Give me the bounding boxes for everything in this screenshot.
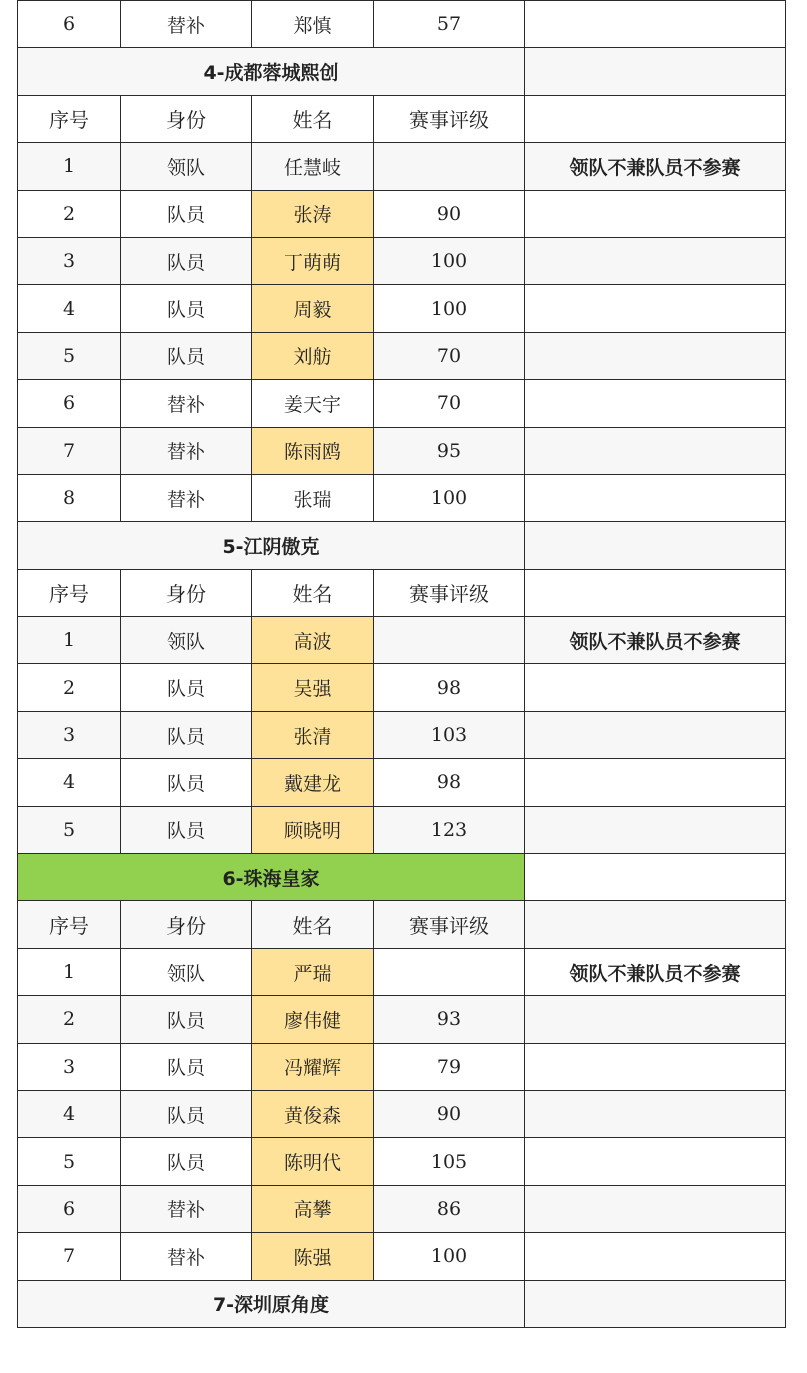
cell-rating[interactable]: 123 bbox=[374, 806, 525, 853]
cell-name[interactable]: 张瑞 bbox=[252, 474, 374, 521]
cell-note[interactable] bbox=[525, 901, 786, 948]
cell-no[interactable]: 3 bbox=[18, 711, 121, 758]
cell-note[interactable] bbox=[525, 474, 786, 521]
table-row bbox=[18, 617, 786, 664]
cell-name[interactable]: 冯耀辉 bbox=[252, 1043, 374, 1090]
cell-no[interactable]: 2 bbox=[18, 190, 121, 237]
cell-role[interactable]: 队员 bbox=[121, 1090, 252, 1137]
cell-name[interactable]: 任慧岐 bbox=[252, 143, 374, 190]
cell-note[interactable]: 领队不兼队员不参赛 bbox=[525, 948, 786, 995]
cell-role[interactable]: 队员 bbox=[121, 1138, 252, 1185]
cell-note[interactable] bbox=[525, 1138, 786, 1185]
cell-role[interactable]: 队员 bbox=[121, 190, 252, 237]
roster-table bbox=[17, 0, 786, 1328]
cell-rating[interactable] bbox=[374, 143, 525, 190]
cell-note[interactable] bbox=[525, 759, 786, 806]
header-rating[interactable]: 赛事评级 bbox=[374, 95, 525, 142]
cell-note[interactable] bbox=[525, 996, 786, 1043]
table-row bbox=[18, 285, 786, 332]
table-row bbox=[18, 190, 786, 237]
cell-name[interactable]: 黄俊森 bbox=[252, 1090, 374, 1137]
cell-rating[interactable]: 100 bbox=[374, 285, 525, 332]
table-row bbox=[18, 711, 786, 758]
cell-name[interactable]: 吴强 bbox=[252, 664, 374, 711]
cell-no[interactable]: 2 bbox=[18, 996, 121, 1043]
table-row bbox=[18, 1185, 786, 1232]
cell-rating[interactable]: 100 bbox=[374, 474, 525, 521]
team-title-row bbox=[18, 522, 786, 569]
cell-note[interactable]: 领队不兼队员不参赛 bbox=[525, 617, 786, 664]
cell-name[interactable]: 陈雨鸥 bbox=[252, 427, 374, 474]
cell-note[interactable] bbox=[525, 522, 786, 569]
cell-role[interactable]: 队员 bbox=[121, 711, 252, 758]
cell-role[interactable]: 替补 bbox=[121, 1185, 252, 1232]
cell-name[interactable]: 郑慎 bbox=[252, 1, 374, 48]
cell-role[interactable]: 队员 bbox=[121, 759, 252, 806]
team-title-row bbox=[18, 1280, 786, 1327]
header-row bbox=[18, 569, 786, 616]
cell-note[interactable] bbox=[525, 1233, 786, 1280]
cell-role[interactable]: 队员 bbox=[121, 285, 252, 332]
table-row bbox=[18, 1233, 786, 1280]
cell-name[interactable]: 张清 bbox=[252, 711, 374, 758]
cell-no[interactable]: 3 bbox=[18, 237, 121, 284]
cell-role[interactable]: 队员 bbox=[121, 332, 252, 379]
cell-rating[interactable]: 95 bbox=[374, 427, 525, 474]
cell-no[interactable]: 5 bbox=[18, 806, 121, 853]
cell-name[interactable]: 张涛 bbox=[252, 190, 374, 237]
cell-rating[interactable] bbox=[374, 948, 525, 995]
header-role[interactable]: 身份 bbox=[121, 901, 252, 948]
cell-role[interactable]: 替补 bbox=[121, 1, 252, 48]
cell-rating[interactable]: 90 bbox=[374, 190, 525, 237]
table-row bbox=[18, 237, 786, 284]
cell-rating[interactable]: 98 bbox=[374, 759, 525, 806]
cell-rating[interactable]: 70 bbox=[374, 380, 525, 427]
table-row bbox=[18, 332, 786, 379]
cell-rating[interactable]: 105 bbox=[374, 1138, 525, 1185]
cell-no[interactable]: 4 bbox=[18, 1090, 121, 1137]
cell-no[interactable]: 1 bbox=[18, 948, 121, 995]
cell-note[interactable] bbox=[525, 1090, 786, 1137]
header-name[interactable]: 姓名 bbox=[252, 569, 374, 616]
header-row bbox=[18, 95, 786, 142]
cell-no[interactable]: 3 bbox=[18, 1043, 121, 1090]
cell-no[interactable]: 1 bbox=[18, 143, 121, 190]
cell-role[interactable]: 领队 bbox=[121, 143, 252, 190]
cell-rating[interactable] bbox=[374, 617, 525, 664]
cell-note[interactable] bbox=[525, 190, 786, 237]
table-row bbox=[18, 1043, 786, 1090]
cell-note[interactable] bbox=[525, 711, 786, 758]
header-name[interactable]: 姓名 bbox=[252, 901, 374, 948]
team-title[interactable]: 6-珠海皇家 bbox=[18, 854, 525, 901]
header-rating[interactable]: 赛事评级 bbox=[374, 901, 525, 948]
cell-rating[interactable]: 100 bbox=[374, 1233, 525, 1280]
cell-rating[interactable]: 86 bbox=[374, 1185, 525, 1232]
header-role[interactable]: 身份 bbox=[121, 569, 252, 616]
cell-note[interactable] bbox=[525, 285, 786, 332]
cell-role[interactable]: 领队 bbox=[121, 948, 252, 995]
cell-name[interactable]: 顾晓明 bbox=[252, 806, 374, 853]
cell-role[interactable]: 队员 bbox=[121, 664, 252, 711]
cell-name[interactable]: 丁萌萌 bbox=[252, 237, 374, 284]
cell-rating[interactable]: 57 bbox=[374, 1, 525, 48]
cell-no[interactable]: 4 bbox=[18, 285, 121, 332]
cell-role[interactable]: 队员 bbox=[121, 1043, 252, 1090]
cell-note[interactable] bbox=[525, 332, 786, 379]
cell-no[interactable]: 8 bbox=[18, 474, 121, 521]
cell-rating[interactable]: 90 bbox=[374, 1090, 525, 1137]
cell-name[interactable]: 陈明代 bbox=[252, 1138, 374, 1185]
cell-name[interactable]: 陈强 bbox=[252, 1233, 374, 1280]
team-title[interactable]: 4-成都蓉城熙创 bbox=[18, 48, 525, 95]
cell-no[interactable]: 7 bbox=[18, 1233, 121, 1280]
header-name[interactable]: 姓名 bbox=[252, 95, 374, 142]
cell-name[interactable]: 姜天宇 bbox=[252, 380, 374, 427]
cell-name[interactable]: 周毅 bbox=[252, 285, 374, 332]
cell-rating[interactable]: 98 bbox=[374, 664, 525, 711]
table-row bbox=[18, 1138, 786, 1185]
team-title-row bbox=[18, 854, 786, 901]
cell-role[interactable]: 领队 bbox=[121, 617, 252, 664]
cell-no[interactable]: 1 bbox=[18, 617, 121, 664]
cell-no[interactable]: 4 bbox=[18, 759, 121, 806]
table-row bbox=[18, 1, 786, 48]
table-row bbox=[18, 427, 786, 474]
table-row bbox=[18, 664, 786, 711]
cell-note[interactable]: 领队不兼队员不参赛 bbox=[525, 143, 786, 190]
cell-note[interactable] bbox=[525, 569, 786, 616]
cell-note[interactable] bbox=[525, 664, 786, 711]
cell-name[interactable]: 高波 bbox=[252, 617, 374, 664]
cell-role[interactable]: 替补 bbox=[121, 380, 252, 427]
team-title-row bbox=[18, 48, 786, 95]
cell-rating[interactable]: 100 bbox=[374, 237, 525, 284]
cell-no[interactable]: 6 bbox=[18, 1185, 121, 1232]
cell-note[interactable] bbox=[525, 1043, 786, 1090]
cell-role[interactable]: 队员 bbox=[121, 806, 252, 853]
cell-rating[interactable]: 70 bbox=[374, 332, 525, 379]
cell-no[interactable]: 5 bbox=[18, 332, 121, 379]
cell-note[interactable] bbox=[525, 1280, 786, 1327]
team-title[interactable]: 7-深圳原角度 bbox=[18, 1280, 525, 1327]
table-row bbox=[18, 380, 786, 427]
cell-no[interactable]: 6 bbox=[18, 380, 121, 427]
cell-note[interactable] bbox=[525, 1, 786, 48]
header-no[interactable]: 序号 bbox=[18, 569, 121, 616]
team-title[interactable]: 5-江阴傲克 bbox=[18, 522, 525, 569]
cell-no[interactable]: 6 bbox=[18, 1, 121, 48]
cell-name[interactable]: 严瑞 bbox=[252, 948, 374, 995]
table-row bbox=[18, 806, 786, 853]
cell-rating[interactable]: 79 bbox=[374, 1043, 525, 1090]
cell-role[interactable]: 队员 bbox=[121, 237, 252, 284]
cell-role[interactable]: 替补 bbox=[121, 1233, 252, 1280]
table-row bbox=[18, 759, 786, 806]
cell-no[interactable]: 2 bbox=[18, 664, 121, 711]
cell-rating[interactable]: 103 bbox=[374, 711, 525, 758]
cell-note[interactable] bbox=[525, 48, 786, 95]
cell-no[interactable]: 7 bbox=[18, 427, 121, 474]
cell-note[interactable] bbox=[525, 95, 786, 142]
header-no[interactable]: 序号 bbox=[18, 901, 121, 948]
table-row bbox=[18, 143, 786, 190]
cell-rating[interactable]: 93 bbox=[374, 996, 525, 1043]
cell-note[interactable] bbox=[525, 1185, 786, 1232]
cell-name[interactable]: 戴建龙 bbox=[252, 759, 374, 806]
cell-note[interactable] bbox=[525, 806, 786, 853]
roster-body bbox=[18, 1, 786, 1328]
table-row bbox=[18, 474, 786, 521]
cell-note[interactable] bbox=[525, 237, 786, 284]
cell-role[interactable]: 替补 bbox=[121, 474, 252, 521]
cell-role[interactable]: 替补 bbox=[121, 427, 252, 474]
cell-name[interactable]: 廖伟健 bbox=[252, 996, 374, 1043]
cell-note[interactable] bbox=[525, 854, 786, 901]
table-row bbox=[18, 948, 786, 995]
cell-note[interactable] bbox=[525, 380, 786, 427]
table-row bbox=[18, 996, 786, 1043]
cell-name[interactable]: 刘舫 bbox=[252, 332, 374, 379]
cell-name[interactable]: 高攀 bbox=[252, 1185, 374, 1232]
header-row bbox=[18, 901, 786, 948]
header-role[interactable]: 身份 bbox=[121, 95, 252, 142]
cell-no[interactable]: 5 bbox=[18, 1138, 121, 1185]
header-no[interactable]: 序号 bbox=[18, 95, 121, 142]
cell-note[interactable] bbox=[525, 427, 786, 474]
header-rating[interactable]: 赛事评级 bbox=[374, 569, 525, 616]
table-row bbox=[18, 1090, 786, 1137]
cell-role[interactable]: 队员 bbox=[121, 996, 252, 1043]
